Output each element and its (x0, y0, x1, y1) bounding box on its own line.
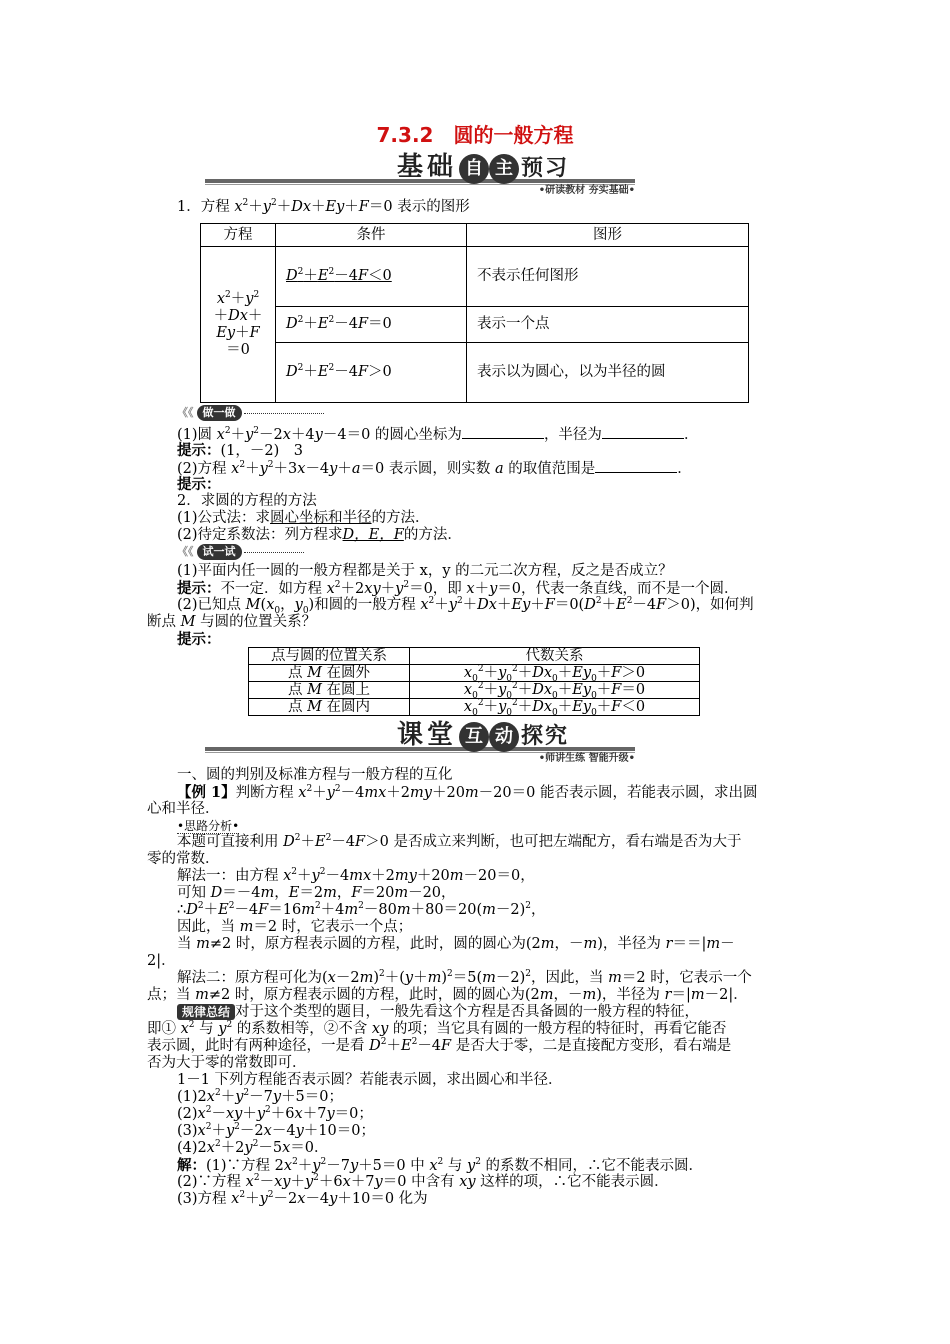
circle-condition-table (200, 223, 749, 403)
method-1: (1)公式法：求圆心坐标和半径的方法． (177, 510, 430, 526)
solution1-line3: $\therefore D^2+E^2-4F=16m^2+4m^2-80m+80=20(m-2)^2$， (177, 901, 546, 918)
exercise-solution-1: 解：(1)∵方程 $2x^2+y^2-7y+5=0$ 中 $x^2$ 与 $y^2$ 的系数不相同，∴它不能表示圆． (177, 1157, 704, 1174)
rule-line3: 表示圆，此时有两种途径，一是看 $D^2+E^2-4F$ 是否大于零，二是直接配方变形，看右端是 (147, 1037, 732, 1054)
algebra-cell: $x_0^2+y_0^2+Dx_0+Ey_0+F>0$ (410, 665, 700, 682)
position-cell: 点 M 在圆内 (249, 699, 410, 716)
rule-line2: 即① $x^2$ 与 $y^2$ 的系数相等，②不含 xy 的项；当它具有圆的一般方程的特征时，再看它能否 (147, 1020, 727, 1037)
shape-cell: 表示以为圆心，以为半径的圆 (467, 343, 749, 403)
position-cell: 点 M 在圆上 (249, 682, 410, 699)
banner-circle-char: 动 (489, 722, 519, 752)
idea-line2: 零的常数． (147, 851, 220, 867)
banner-char: 基 (397, 152, 424, 182)
banner-circle-char: 互 (459, 722, 489, 752)
idea-tag: •思路分析• (177, 819, 240, 833)
tag-try-do: 《《 做一做 (177, 405, 324, 421)
shape-cell: 表示一个点 (467, 307, 749, 343)
exercise-item-2: $(2)x^2-xy+y^2+6x+7y=0$； (177, 1105, 373, 1122)
test-question-1: (1)平面内任一圆的一般方程都是关于 x，y 的二元二次方程，反之是否成立？ (177, 563, 673, 579)
solution1-line5: 当 m≠2 时，原方程表示圆的方程，此时，圆的圆心为(2m，－m)，半径为 r＝＝|m－ (177, 936, 735, 952)
table-header: 代数关系 (410, 648, 700, 665)
solution1-line4: 因此，当 m＝2 时，它表示一个点； (177, 919, 413, 935)
test-hint-1: 提示：不一定．如方程 $x^2+2xy+y^2=0$，即 x＋y＝0，代表一条直线，而不是一个圆． (177, 580, 739, 597)
banner-char: 课 (397, 720, 424, 750)
banner-char: 预 (521, 156, 544, 181)
section-banner-preview (205, 152, 635, 196)
solution1-line1: 解法一：由方程 $x^2+y^2-4mx+2my+20m-20=0$， (177, 867, 535, 884)
condition-cell: $D^2+E^2-4F>0$ (276, 343, 467, 403)
banner-char: 探 (521, 724, 544, 749)
solution2-line1: 解法二：原方程可化为$(x-2m)^2+(y+m)^2=5(m-2)^2$，因此，当 m＝2 时，它表示一个 (177, 969, 752, 986)
test-question-2a: (2)已知点 $M(x_0$，$y_0$)和圆的一般方程 $x^2+y^2+Dx+Ey+F=0(D^2+E^2-4F>0)$，如何判 (177, 596, 754, 616)
banner-subtitle: •研读教材 夯实基础• (538, 185, 635, 196)
shape-cell: 不表示任何图形 (467, 247, 749, 307)
do-hint-2: 提示： (177, 476, 221, 493)
condition-cell: $D^2+E^2-4F=0$ (276, 307, 467, 343)
rule-line1: 规律总结 对于这个类型的题目，一般先看这个方程是否具备圆的一般方程的特征， (177, 1004, 699, 1021)
algebra-cell: $x_0^2+y_0^2+Dx_0+Ey_0+F=0$ (410, 682, 700, 699)
do-question-2: (2)方程 $x^2+y^2+3x-4y+a=0$ 表示圆，则实数 a 的取值范围是 ． (177, 460, 692, 477)
banner-subtitle: •师讲生练 智能升级• (538, 753, 635, 764)
section1-heading: 1．方程 $x^2+y^2+Dx+Ey+F=0$ 表示的图形 (177, 198, 470, 215)
tag-try-test: 《《 试一试 (177, 544, 304, 560)
exercise-item-1: $(1)2x^2+y^2-7y+5=0$； (177, 1088, 344, 1105)
point-circle-table (248, 647, 700, 716)
position-cell: 点 M 在圆外 (249, 665, 410, 682)
method-2: (2)待定系数法：列方程求D，E，F的方法． (177, 527, 462, 543)
table-header: 方程 (201, 224, 276, 247)
rule-line4: 否为大于零的常数即可． (147, 1055, 307, 1071)
tag-label: 做一做 (197, 405, 242, 421)
banner-char: 究 (545, 724, 568, 749)
solution1-line6: 2|． (147, 953, 176, 969)
exercise-solution-2: (2)∵方程 $x^2-xy+y^2+6x+7y=0$ 中含有 xy 这样的项，∴它不能表示圆． (177, 1173, 669, 1190)
table-header: 条件 (276, 224, 467, 247)
exercise-solution-3: (3)方程 $x^2+y^2-2x-4y+10=0$ 化为 (177, 1190, 428, 1207)
banner-char: 堂 (427, 720, 454, 750)
page-title: 7.3.2 圆的一般方程 (376, 123, 574, 147)
table-header: 图形 (467, 224, 749, 247)
equation-cell: $x^2+y^2$ ＋Dx＋ Ey＋F ＝0 (201, 247, 276, 403)
table-header: 点与圆的位置关系 (249, 648, 410, 665)
algebra-cell: $x_0^2+y_0^2+Dx_0+Ey_0+F<0$ (410, 699, 700, 716)
solution1-line2: 可知 D＝－4m，E＝2m，F＝20m－20， (177, 885, 456, 901)
do-hint-1: 提示：(1，－2) 3 (177, 442, 303, 459)
banner-char: 础 (427, 152, 454, 182)
tag-label: 试一试 (197, 544, 242, 560)
test-question-2b: 断点 M 与圆的位置关系？ (147, 614, 317, 630)
rule-tag: 规律总结 (177, 1004, 235, 1020)
part1-heading: 一、圆的判别及标准方程与一般方程的互化 (177, 767, 453, 783)
section-banner-explore (205, 720, 635, 764)
idea-line1: 本题可直接利用 $D^2+E^2-4F>0$ 是否成立来判断，也可把左端配方，看右端是否为大于 (177, 833, 742, 850)
exercise-1-1: 1－1 下列方程能否表示圆？若能表示圆，求出圆心和半径． (177, 1072, 563, 1088)
test-hint-2: 提示： (177, 631, 221, 648)
solution2-line2: 点；当 m≠2 时，原方程表示圆的方程，此时，圆的圆心为(2m，－m)，半径为 r＝|m－2|． (147, 987, 748, 1003)
example1-line1: 【例 1】判断方程 $x^2+y^2-4mx+2my+20m-20=0$ 能否表示圆，若能表示圆，求出圆 (177, 784, 758, 801)
banner-circle-char: 主 (489, 154, 519, 184)
section2-heading: 2．求圆的方程的方法 (177, 493, 317, 509)
banner-char: 习 (545, 156, 568, 181)
condition-cell: $D^2+E^2-4F<0$ (276, 247, 467, 307)
exercise-item-3: $(3)x^2+y^2-2x-4y+10=0$； (177, 1122, 375, 1139)
exercise-item-4: $(4)2x^2+2y^2-5x=0$． (177, 1139, 329, 1156)
example1-line2: 心和半径． (147, 801, 220, 817)
do-question-1: (1)圆 $x^2+y^2-2x+4y-4=0$ 的圆心坐标为 ，半径为 ． (177, 426, 699, 443)
banner-circle-char: 自 (459, 154, 489, 184)
